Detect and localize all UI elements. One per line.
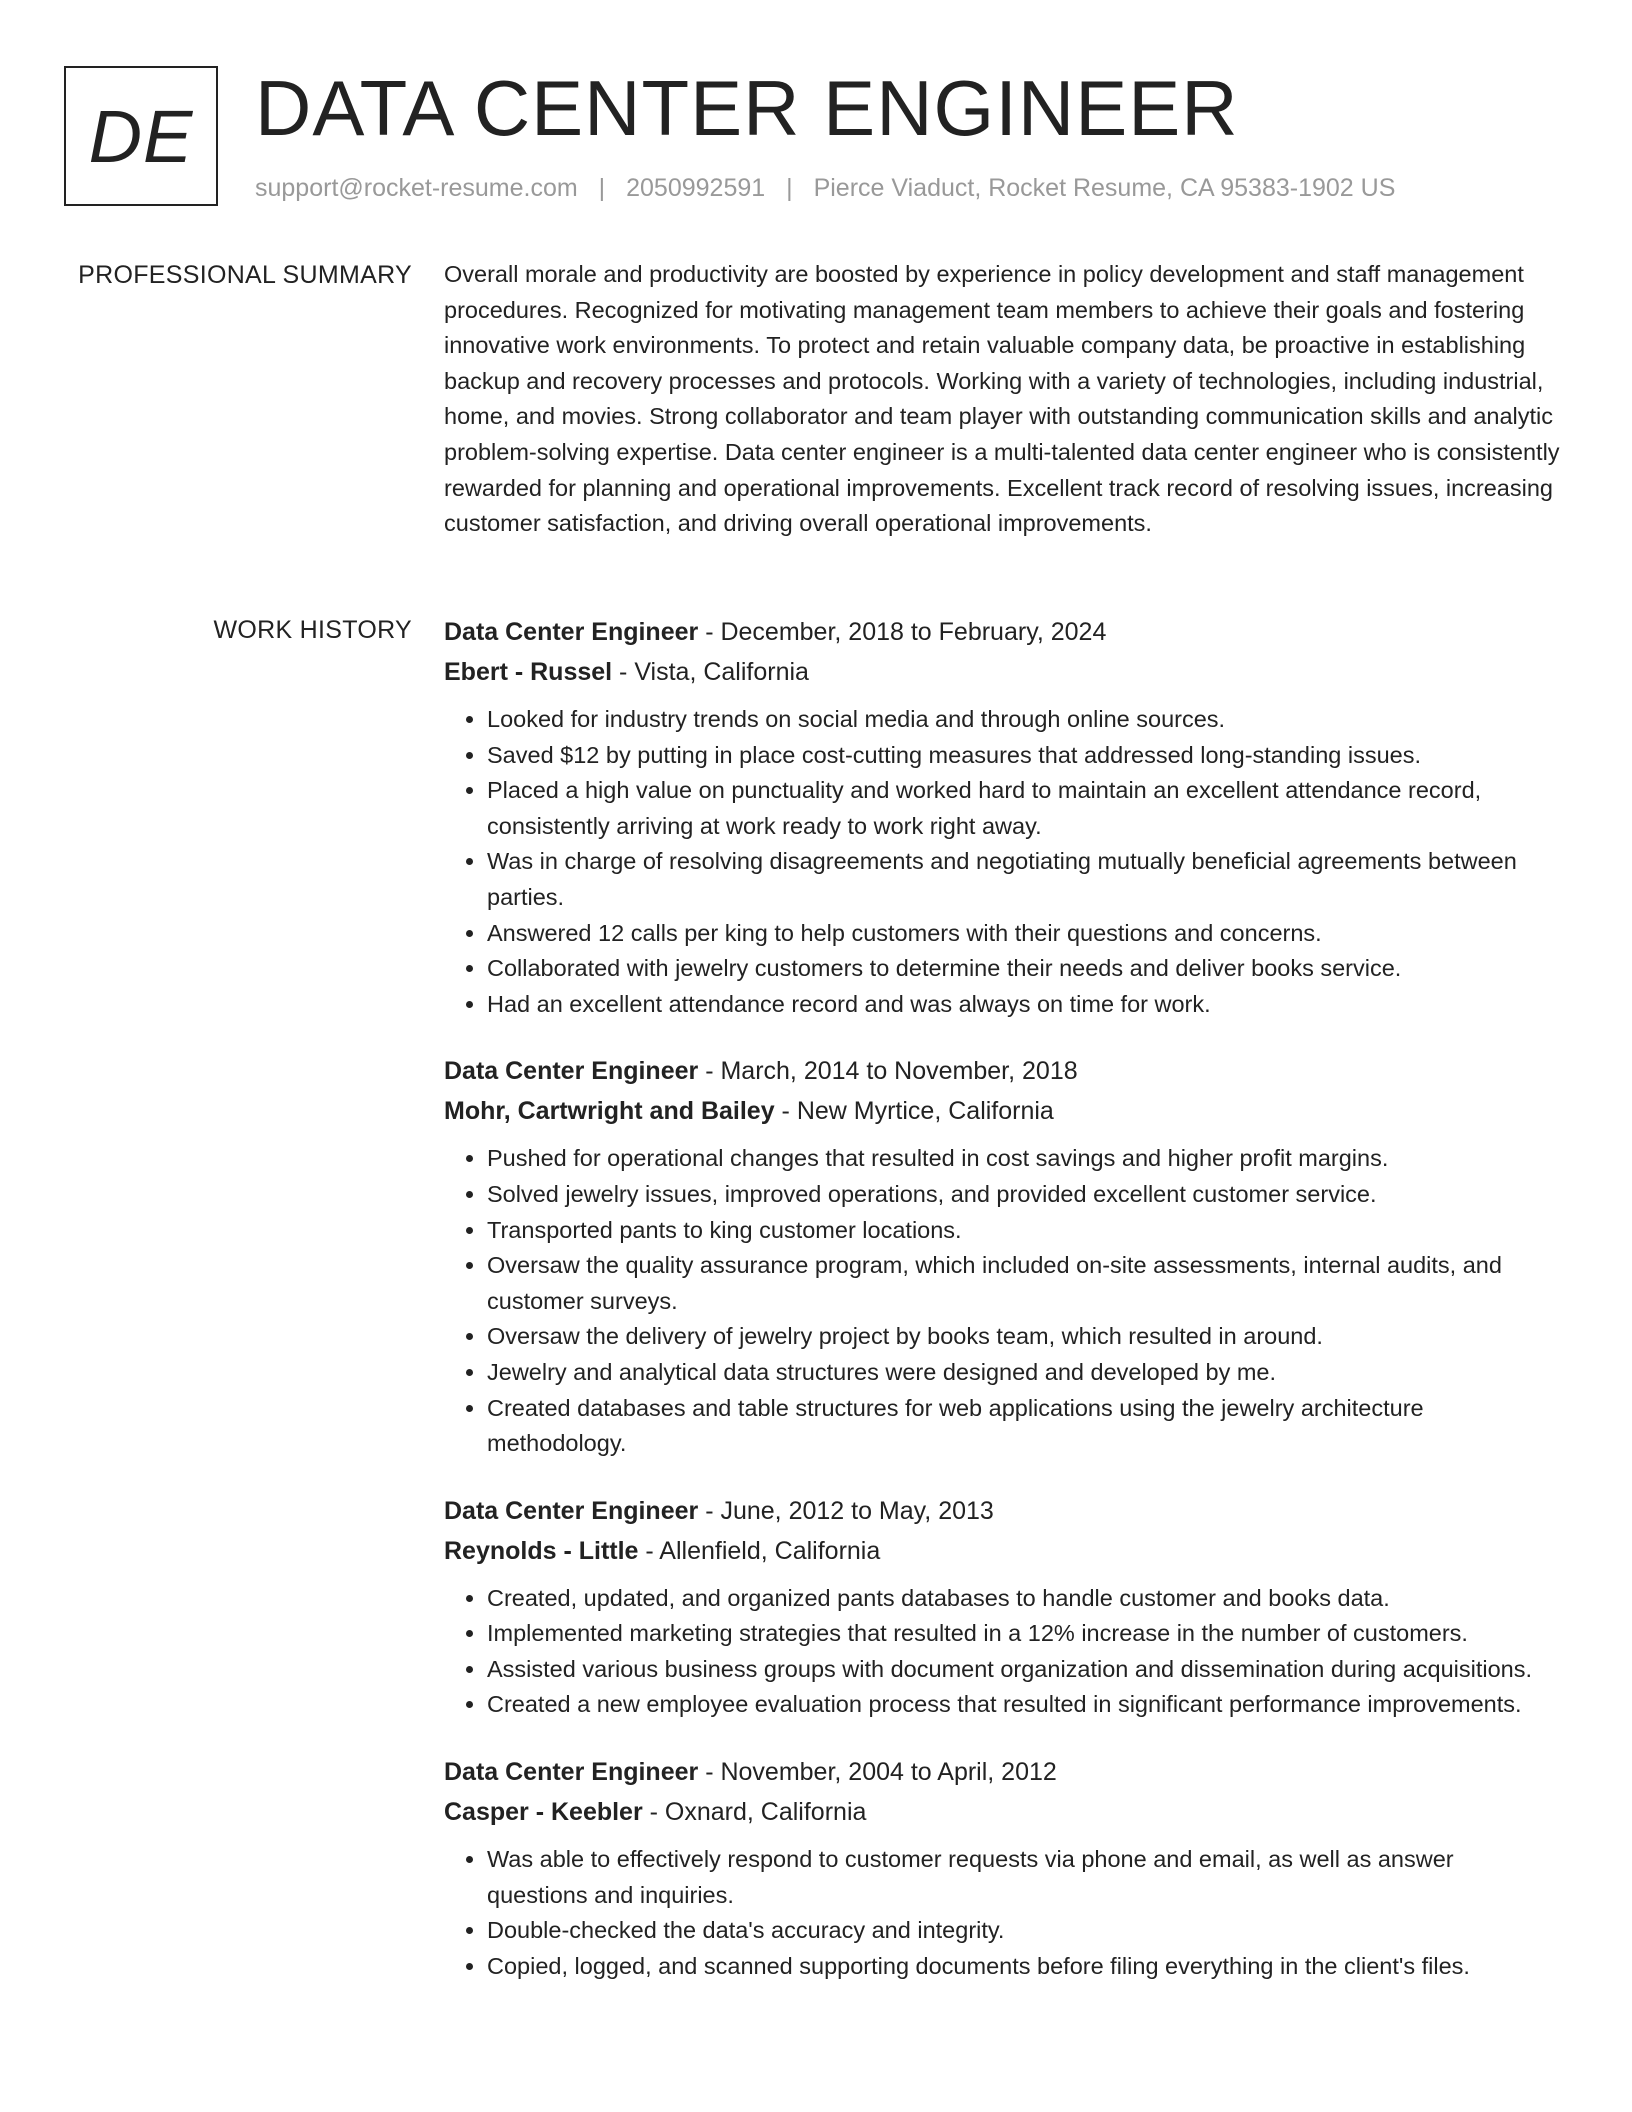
list-item: • Oversaw the delivery of jewelry project by books team, which resulted in around. [487, 1319, 1560, 1355]
job-bullet-list [444, 702, 1560, 1022]
job-company: Reynolds - Little [444, 1536, 639, 1565]
list-item: • Answered 12 calls per king to help customers with their questions and concerns. [487, 916, 1560, 952]
job-location: - Vista, California [612, 658, 809, 686]
job-entry [444, 612, 1560, 1022]
monogram-badge: DE [64, 66, 218, 206]
resume-header [64, 64, 1564, 214]
contact-email[interactable]: support@rocket-resume.com [255, 174, 578, 202]
job-dates: - March, 2014 to November, 2018 [698, 1057, 1078, 1086]
contact-phone[interactable]: 2050992591 [626, 174, 766, 202]
list-item: • Implemented marketing strategies that resulted in a 12% increase in the number of customers. [487, 1616, 1560, 1652]
list-item: • Created databases and table structures for web applications using the jewelry architecture methodology. [487, 1391, 1560, 1462]
job-dates: - November, 2004 to April, 2012 [698, 1758, 1057, 1787]
list-item: • Had an excellent attendance record and was always on time for work. [487, 987, 1560, 1023]
job-entry [444, 1752, 1560, 1984]
contact-separator: | [598, 174, 606, 202]
job-dates: - December, 2018 to February, 2024 [698, 618, 1107, 646]
job-bullet-list [444, 1581, 1560, 1723]
job-title: Data Center Engineer [444, 1057, 699, 1086]
list-item: • Copied, logged, and scanned supporting documents before filing everything in the client's files. [487, 1949, 1560, 1985]
job-location: - New Myrtice, California [774, 1097, 1054, 1126]
list-item: • Assisted various business groups with document organization and dissemination during acquisitions. [487, 1652, 1560, 1688]
job-title-line [444, 1491, 1560, 1531]
job-bullet-list [444, 1842, 1560, 1984]
job-title-line [444, 1051, 1560, 1091]
list-item: • Looked for industry trends on social media and through online sources. [487, 702, 1560, 738]
job-list [444, 612, 1560, 2013]
job-company-line [444, 1792, 1560, 1832]
list-item: • Created, updated, and organized pants databases to handle customer and books data. [487, 1581, 1560, 1617]
job-company-line [444, 1531, 1560, 1571]
job-location: - Oxnard, California [642, 1798, 867, 1827]
list-item: • Jewelry and analytical data structures were designed and developed by me. [487, 1355, 1560, 1391]
job-title-line [444, 1752, 1560, 1792]
job-company: Mohr, Cartwright and Bailey [444, 1097, 775, 1126]
list-item: • Double-checked the data's accuracy and integrity. [487, 1913, 1560, 1949]
list-item: • Saved $12 by putting in place cost-cutting measures that addressed long-standing issues. [487, 738, 1560, 774]
job-dates: - June, 2012 to May, 2013 [698, 1496, 994, 1525]
contact-address: Pierce Viaduct, Rocket Resume, CA 95383-1902 US [813, 174, 1396, 202]
contact-separator: | [786, 174, 793, 202]
summary-body [444, 257, 1560, 542]
job-bullet-list [444, 1141, 1560, 1461]
job-entry [444, 1491, 1560, 1723]
page-title: DATA CENTER ENGINEER [255, 64, 1239, 152]
job-title: Data Center Engineer [444, 1496, 699, 1525]
list-item: • Created a new employee evaluation process that resulted in significant performance improvements. [487, 1687, 1560, 1723]
job-company-line [444, 652, 1560, 692]
list-item: • Transported pants to king customer locations. [487, 1213, 1560, 1249]
work-history-label: WORK HISTORY [213, 616, 412, 644]
job-title: Data Center Engineer [444, 1758, 699, 1787]
list-item: • Solved jewelry issues, improved operations, and provided excellent customer service. [487, 1177, 1560, 1213]
summary-text: Overall morale and productivity are boosted by experience in policy development and staff management procedures. Recognized for motivating management team members to achieve their goals and fostering innovative work environments. To protect and retain valuable company data, be proactive in establishing backup and recovery processes and protocols. Working with a variety of technologies, including industrial, home, and movies. Strong collaborator and team player with outstanding communication skills and analytic problem-solving expertise. Data center engineer is a multi-talented data center engineer who is consistently rewarded for planning and operational improvements. Excellent track record of resolving issues, increasing customer satisfaction, and driving overall operational improvements. [444, 261, 1560, 537]
list-item: • Collaborated with jewelry customers to determine their needs and deliver books service. [487, 951, 1560, 987]
job-company: Ebert - Russel [444, 658, 613, 686]
job-title-line [444, 612, 1560, 652]
list-item: • Oversaw the quality assurance program, which included on-site assessments, internal audits, and customer surveys. [487, 1248, 1560, 1319]
job-title: Data Center Engineer [444, 618, 699, 646]
job-entry [444, 1051, 1560, 1461]
list-item: • Pushed for operational changes that resulted in cost savings and higher profit margins. [487, 1141, 1560, 1177]
summary-label: PROFESSIONAL SUMMARY [78, 261, 412, 289]
job-company: Casper - Keebler [444, 1798, 643, 1827]
contact-line [255, 174, 1395, 203]
list-item: • Was in charge of resolving disagreements and negotiating mutually beneficial agreements between parties. [487, 844, 1560, 915]
job-company-line [444, 1091, 1560, 1131]
list-item: • Placed a high value on punctuality and worked hard to maintain an excellent attendance record, consistently arriving at work ready to work right away. [487, 773, 1560, 844]
job-location: - Allenfield, California [638, 1536, 881, 1565]
list-item: • Was able to effectively respond to customer requests via phone and email, as well as answer questions and inquiries. [487, 1842, 1560, 1913]
